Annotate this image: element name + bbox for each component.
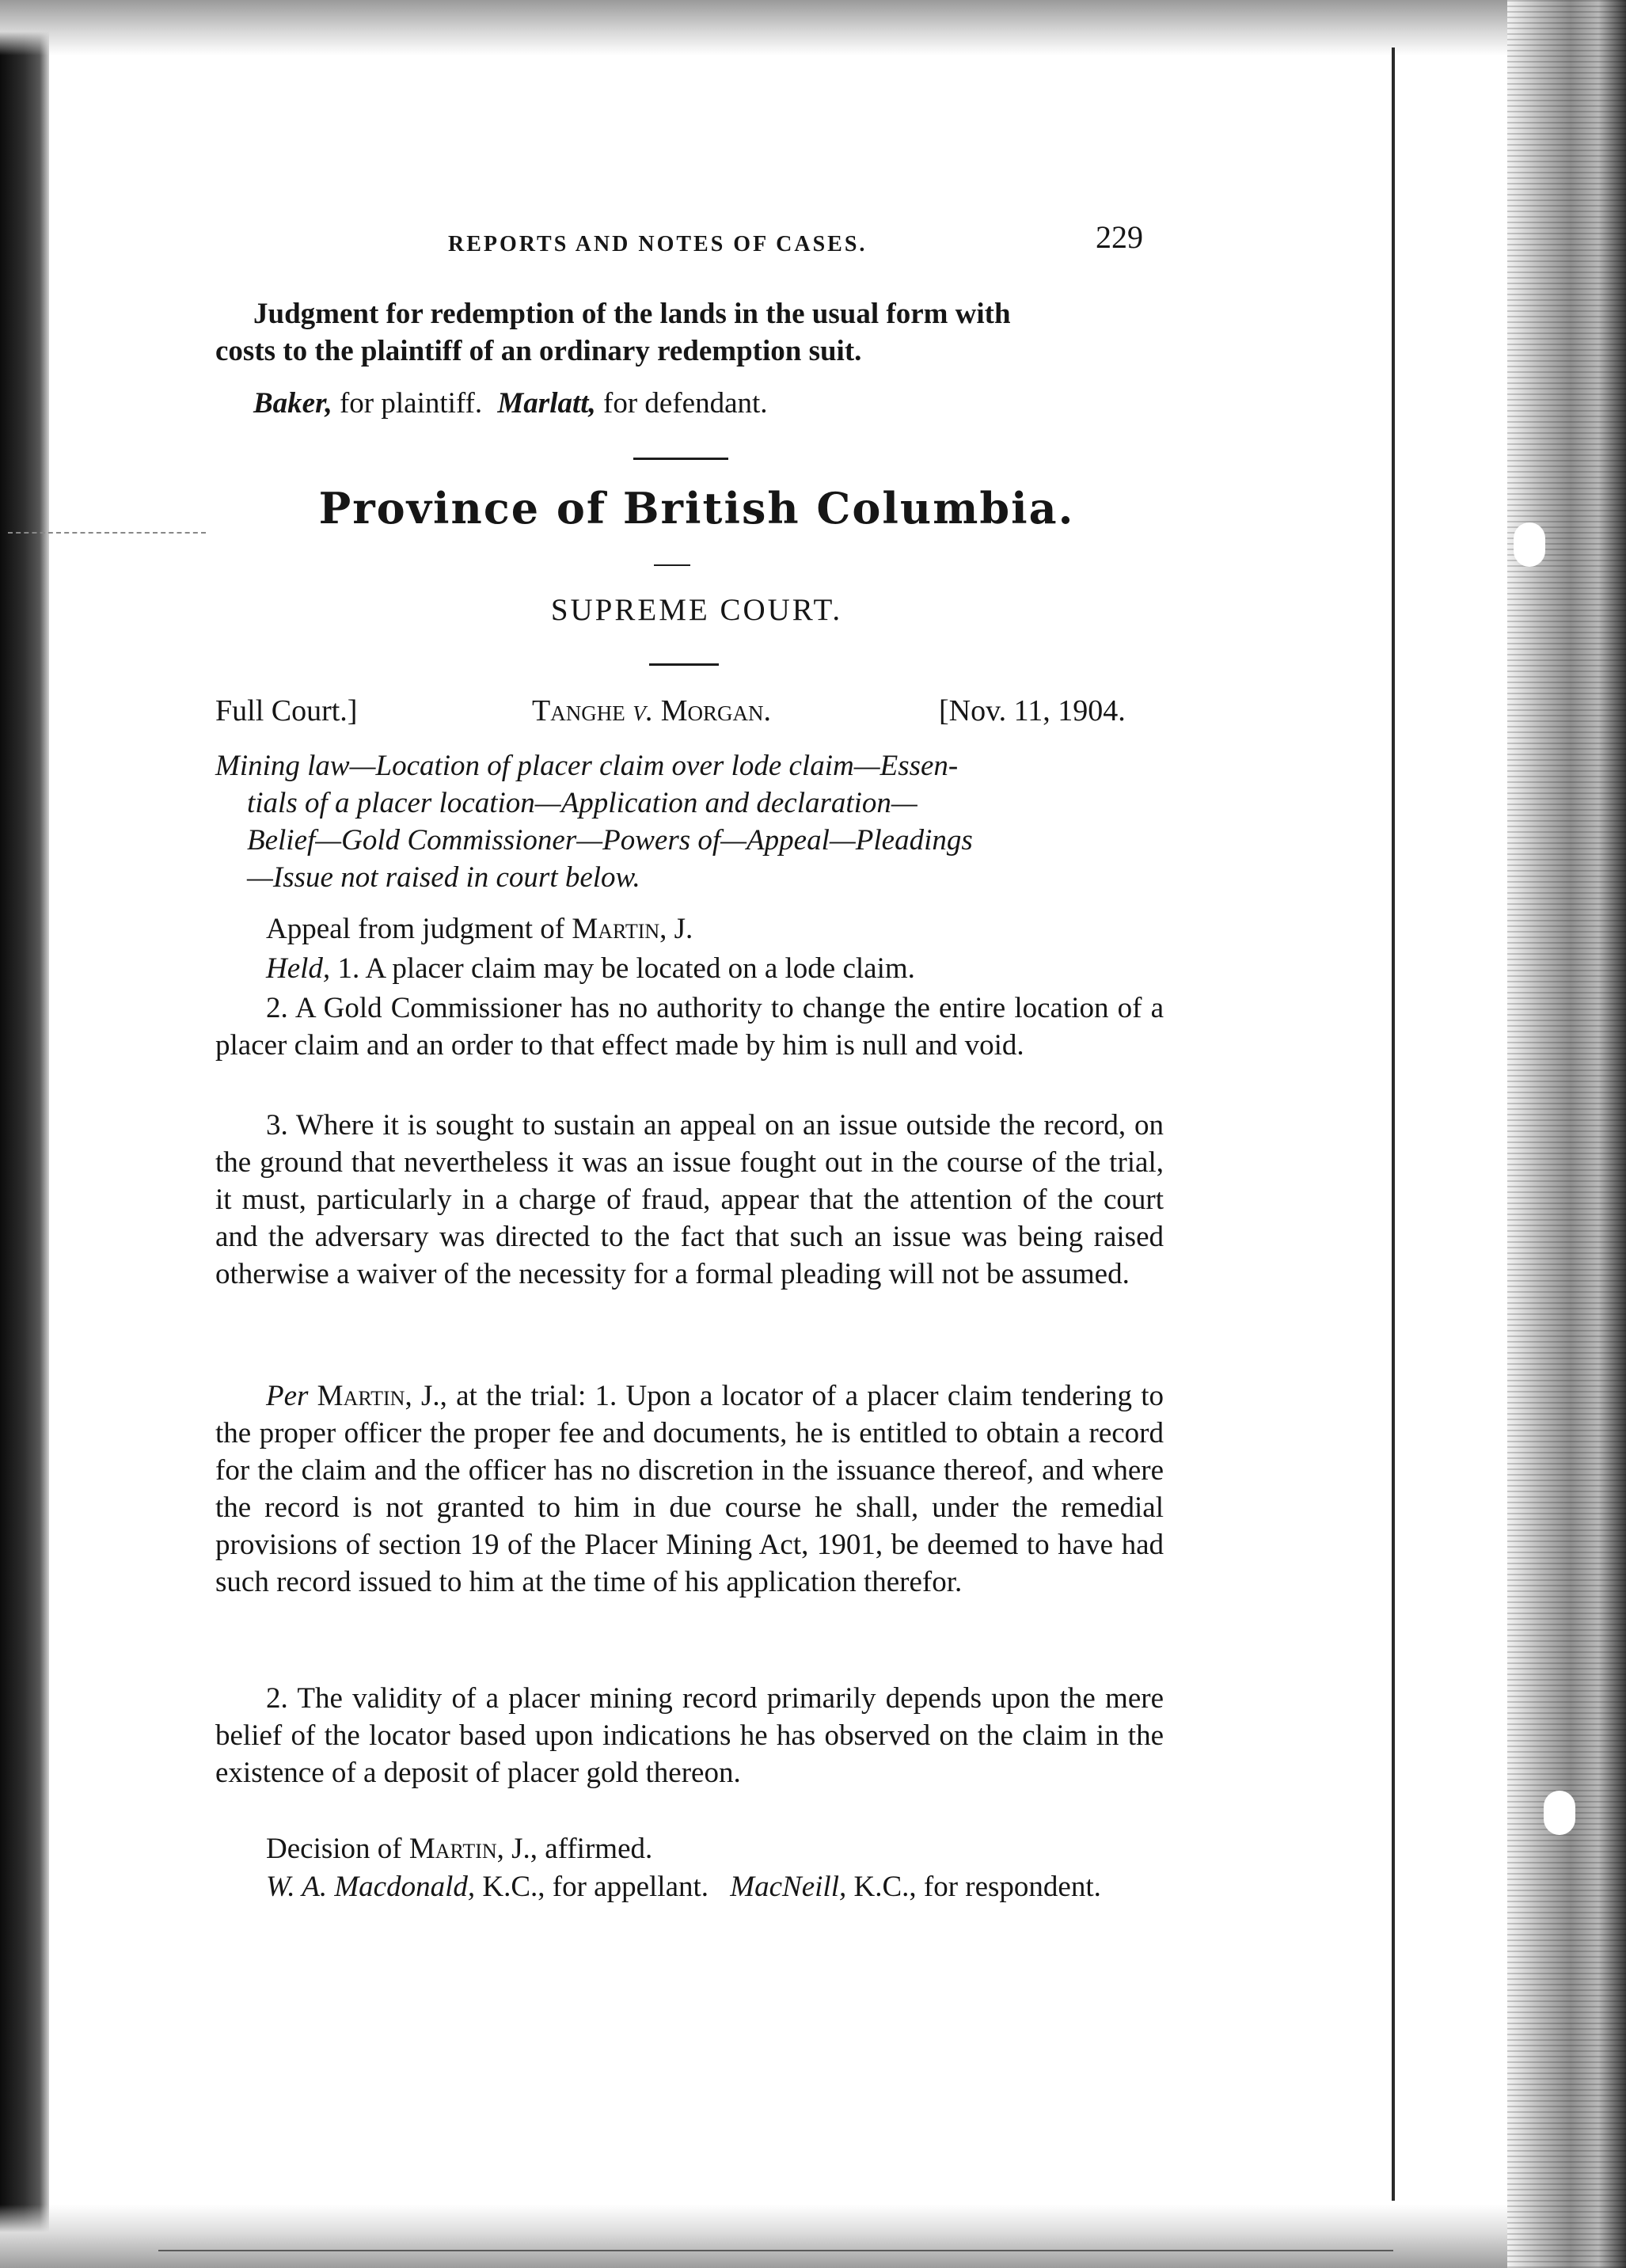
party-name: Tanghe	[532, 694, 625, 728]
held-2: 2. A Gold Commissioner has no authority to change the entire location of a placer claim and an order to that effect made by him is null and void.	[215, 992, 1164, 1062]
page-edge-rule	[1392, 47, 1395, 2201]
counsel-name: W. A. Macdonald,	[266, 1871, 476, 1903]
counsel-name: MacNeill,	[730, 1871, 847, 1903]
per-martin	[215, 1377, 1164, 1601]
versus: v.	[633, 694, 654, 728]
court-heading: SUPREME COURT.	[550, 593, 843, 627]
scan-left-edge	[0, 0, 49, 2268]
per-label: Per	[266, 1380, 309, 1412]
section-divider	[633, 458, 728, 460]
counsel-role: for defendant.	[603, 387, 768, 420]
held-1	[266, 950, 915, 987]
final-counsel	[215, 1868, 1164, 1905]
counsel-name: Baker,	[253, 387, 332, 420]
ornament-dash	[654, 564, 690, 566]
prior-counsel	[253, 385, 768, 422]
page-bottom-rule	[158, 2250, 1393, 2251]
held-label: Held,	[266, 952, 331, 985]
appeal-suffix: J.	[674, 913, 693, 945]
judge-name: Martin,	[317, 1380, 412, 1412]
scan-top-edge	[0, 0, 1626, 55]
party-name: Morgan.	[660, 694, 771, 728]
province-heading: Province of British Columbia.	[318, 483, 1075, 534]
counsel-role: K.C., for respondent.	[853, 1871, 1101, 1903]
running-title: REPORTS AND NOTES OF CASES.	[448, 232, 868, 256]
scan-bottom-edge	[0, 2205, 1626, 2268]
section-divider	[649, 663, 719, 666]
judgment-line: Judgment for redemption of the lands in the usual form with	[253, 298, 1011, 330]
counsel-name: Marlatt,	[497, 387, 596, 420]
counsel-role: for plaintiff.	[339, 387, 483, 420]
headnote-line: Belief—Gold Commissioner—Powers of—Appeal—Pleadings	[247, 824, 973, 857]
binding-hole	[1514, 522, 1545, 567]
headnote-line: tials of a placer location—Application and declaration—	[247, 787, 917, 819]
case-style	[532, 693, 771, 728]
decision-prefix: Decision of	[266, 1833, 402, 1865]
held-text: 1. A placer claim may be located on a lode claim.	[337, 952, 915, 985]
court-bracket: Full Court.]	[215, 694, 358, 728]
binding-hole	[1544, 1791, 1575, 1835]
prior-judgment	[215, 295, 1165, 370]
page-number: 229	[1096, 219, 1143, 255]
judgment-line: costs to the plaintiff of an ordinary redemption suit.	[215, 335, 862, 367]
judge-name: Martin,	[572, 913, 667, 945]
decision-date: [Nov. 11, 1904.	[939, 694, 1126, 728]
per-text: J., at the trial: 1. Upon a locator of a placer claim tendering to the proper officer the proper fee and documents, he is entitled to obtain a record for the claim and the officer has no discretion in the issuance thereof, and where the record is not granted to him in due course he shall, under the remedial provisions of section 19 of the Placer Mining Act, 1901, be deemed to have had such record issued to him at the time of his application therefor.	[215, 1380, 1164, 1598]
scan-right-edge	[1507, 0, 1626, 2268]
decision-line	[266, 1830, 652, 1867]
decision-suffix: J., affirmed.	[511, 1833, 653, 1865]
judge-name: Martin,	[408, 1833, 504, 1865]
appeal-prefix: Appeal from judgment of	[266, 913, 565, 945]
headnote	[215, 747, 1165, 896]
counsel-role: K.C., for appellant.	[482, 1871, 709, 1903]
per-martin-2: 2. The validity of a placer mining record primarily depends upon the mere belief of the locator based upon indications he has observed on the claim in the existence of a deposit of placer gold thereon.	[215, 1682, 1164, 1789]
appeal-line	[266, 910, 693, 948]
held-3: 3. Where it is sought to sustain an appeal on an issue outside the record, on the ground that nevertheless it was an issue fought out in the course of the trial, it must, particularly in a charge of fraud, appear that the attention of the court and the adversary was directed to the fact that such an issue was being raised otherwise a waiver of the necessity for a formal pleading will not be assumed.	[215, 1109, 1164, 1290]
headnote-line: Mining law—Location of placer claim over lode claim—Essen-	[215, 750, 959, 782]
headnote-line: —Issue not raised in court below.	[247, 861, 640, 894]
